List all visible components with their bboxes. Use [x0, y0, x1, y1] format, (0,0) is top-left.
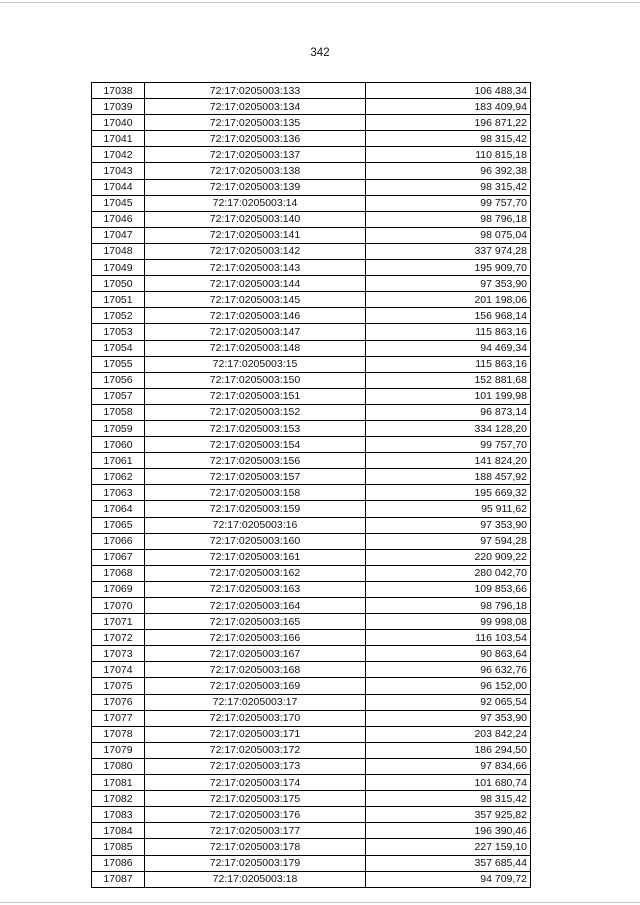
cadastral-value-cell: 94 469,34 — [366, 340, 531, 356]
row-number-cell: 17057 — [92, 388, 145, 404]
cadastral-number-cell: 72:17:0205003:177 — [145, 823, 366, 839]
table-row — [92, 549, 531, 565]
cadastral-number-cell: 72:17:0205003:166 — [145, 630, 366, 646]
cadastral-number-cell: 72:17:0205003:168 — [145, 662, 366, 678]
cadastral-number-cell: 72:17:0205003:141 — [145, 227, 366, 243]
cadastral-number-cell: 72:17:0205003:173 — [145, 758, 366, 774]
cadastral-number-cell: 72:17:0205003:167 — [145, 646, 366, 662]
cadastral-value-cell: 156 968,14 — [366, 308, 531, 324]
cadastral-number-cell: 72:17:0205003:162 — [145, 565, 366, 581]
table-row — [92, 758, 531, 774]
table-row — [92, 565, 531, 581]
table-row — [92, 437, 531, 453]
cadastral-value-cell: 357 925,82 — [366, 807, 531, 823]
row-number-cell: 17041 — [92, 131, 145, 147]
row-number-cell: 17078 — [92, 726, 145, 742]
cadastral-number-cell: 72:17:0205003:156 — [145, 453, 366, 469]
bottom-scan-edge — [0, 902, 640, 903]
row-number-cell: 17076 — [92, 694, 145, 710]
cadastral-value-cell: 96 152,00 — [366, 678, 531, 694]
table-row — [92, 823, 531, 839]
table-row — [92, 791, 531, 807]
row-number-cell: 17056 — [92, 372, 145, 388]
cadastral-number-cell: 72:17:0205003:176 — [145, 807, 366, 823]
table-row — [92, 678, 531, 694]
cadastral-number-cell: 72:17:0205003:145 — [145, 292, 366, 308]
table-body — [92, 83, 531, 888]
cadastral-number-cell: 72:17:0205003:159 — [145, 501, 366, 517]
row-number-cell: 17073 — [92, 646, 145, 662]
cadastral-number-cell: 72:17:0205003:169 — [145, 678, 366, 694]
cadastral-number-cell: 72:17:0205003:179 — [145, 855, 366, 871]
cadastral-number-cell: 72:17:0205003:16 — [145, 517, 366, 533]
cadastral-value-cell: 196 390,46 — [366, 823, 531, 839]
cadastral-value-cell: 98 315,42 — [366, 791, 531, 807]
cadastral-value-cell: 94 709,72 — [366, 871, 531, 887]
table-row — [92, 420, 531, 436]
row-number-cell: 17080 — [92, 758, 145, 774]
cadastral-value-cell: 92 065,54 — [366, 694, 531, 710]
cadastral-value-cell: 96 632,76 — [366, 662, 531, 678]
cadastral-value-cell: 98 796,18 — [366, 211, 531, 227]
table-row — [92, 855, 531, 871]
row-number-cell: 17072 — [92, 630, 145, 646]
row-number-cell: 17042 — [92, 147, 145, 163]
table-row — [92, 388, 531, 404]
cadastral-number-cell: 72:17:0205003:17 — [145, 694, 366, 710]
cadastral-value-cell: 98 315,42 — [366, 179, 531, 195]
cadastral-number-cell: 72:17:0205003:135 — [145, 115, 366, 131]
cadastral-number-cell: 72:17:0205003:143 — [145, 260, 366, 276]
table-row — [92, 211, 531, 227]
table-row — [92, 453, 531, 469]
cadastral-value-cell: 99 998,08 — [366, 614, 531, 630]
row-number-cell: 17065 — [92, 517, 145, 533]
cadastral-value-cell: 152 881,68 — [366, 372, 531, 388]
row-number-cell: 17046 — [92, 211, 145, 227]
cadastral-number-cell: 72:17:0205003:150 — [145, 372, 366, 388]
cadastral-number-cell: 72:17:0205003:15 — [145, 356, 366, 372]
cadastral-value-cell: 90 863,64 — [366, 646, 531, 662]
row-number-cell: 17085 — [92, 839, 145, 855]
cadastral-number-cell: 72:17:0205003:161 — [145, 549, 366, 565]
cadastral-value-cell: 106 488,34 — [366, 83, 531, 99]
row-number-cell: 17053 — [92, 324, 145, 340]
table-row — [92, 485, 531, 501]
row-number-cell: 17047 — [92, 227, 145, 243]
row-number-cell: 17050 — [92, 276, 145, 292]
cadastral-value-cell: 115 863,16 — [366, 356, 531, 372]
row-number-cell: 17084 — [92, 823, 145, 839]
cadastral-number-cell: 72:17:0205003:152 — [145, 404, 366, 420]
cadastral-number-cell: 72:17:0205003:147 — [145, 324, 366, 340]
table-row — [92, 501, 531, 517]
cadastral-value-cell: 220 909,22 — [366, 549, 531, 565]
cadastral-number-cell: 72:17:0205003:144 — [145, 276, 366, 292]
cadastral-value-cell: 203 842,24 — [366, 726, 531, 742]
cadastral-value-cell: 97 353,90 — [366, 276, 531, 292]
cadastral-value-cell: 186 294,50 — [366, 742, 531, 758]
row-number-cell: 17060 — [92, 437, 145, 453]
row-number-cell: 17054 — [92, 340, 145, 356]
table-row — [92, 839, 531, 855]
cadastral-number-cell: 72:17:0205003:171 — [145, 726, 366, 742]
row-number-cell: 17044 — [92, 179, 145, 195]
cadastral-value-table — [91, 82, 531, 888]
row-number-cell: 17048 — [92, 243, 145, 259]
table-row — [92, 469, 531, 485]
cadastral-number-cell: 72:17:0205003:138 — [145, 163, 366, 179]
cadastral-number-cell: 72:17:0205003:134 — [145, 99, 366, 115]
cadastral-value-cell: 195 909,70 — [366, 260, 531, 276]
cadastral-value-cell: 97 353,90 — [366, 710, 531, 726]
cadastral-number-cell: 72:17:0205003:137 — [145, 147, 366, 163]
cadastral-number-cell: 72:17:0205003:164 — [145, 598, 366, 614]
table-row — [92, 517, 531, 533]
cadastral-number-cell: 72:17:0205003:142 — [145, 243, 366, 259]
table-row — [92, 775, 531, 791]
table-row — [92, 807, 531, 823]
row-number-cell: 17064 — [92, 501, 145, 517]
cadastral-number-cell: 72:17:0205003:153 — [145, 420, 366, 436]
table-row — [92, 179, 531, 195]
cadastral-value-cell: 195 669,32 — [366, 485, 531, 501]
row-number-cell: 17045 — [92, 195, 145, 211]
cadastral-value-cell: 99 757,70 — [366, 437, 531, 453]
row-number-cell: 17062 — [92, 469, 145, 485]
cadastral-number-cell: 72:17:0205003:163 — [145, 581, 366, 597]
row-number-cell: 17052 — [92, 308, 145, 324]
table-row — [92, 131, 531, 147]
cadastral-value-cell: 110 815,18 — [366, 147, 531, 163]
table-row — [92, 83, 531, 99]
table-row — [92, 195, 531, 211]
row-number-cell: 17071 — [92, 614, 145, 630]
row-number-cell: 17087 — [92, 871, 145, 887]
table-row — [92, 871, 531, 887]
cadastral-value-cell: 115 863,16 — [366, 324, 531, 340]
table-row — [92, 581, 531, 597]
cadastral-number-cell: 72:17:0205003:146 — [145, 308, 366, 324]
row-number-cell: 17083 — [92, 807, 145, 823]
cadastral-number-cell: 72:17:0205003:140 — [145, 211, 366, 227]
table-row — [92, 243, 531, 259]
table-row — [92, 646, 531, 662]
table-row — [92, 99, 531, 115]
cadastral-value-cell: 280 042,70 — [366, 565, 531, 581]
table-row — [92, 598, 531, 614]
table-row — [92, 630, 531, 646]
page-number: 342 — [310, 47, 330, 59]
table-row — [92, 276, 531, 292]
cadastral-number-cell: 72:17:0205003:170 — [145, 710, 366, 726]
row-number-cell: 17086 — [92, 855, 145, 871]
table-row — [92, 292, 531, 308]
cadastral-value-cell: 98 796,18 — [366, 598, 531, 614]
row-number-cell: 17074 — [92, 662, 145, 678]
table-row — [92, 115, 531, 131]
cadastral-value-cell: 196 871,22 — [366, 115, 531, 131]
table-row — [92, 726, 531, 742]
table-row — [92, 372, 531, 388]
cadastral-value-cell: 96 873,14 — [366, 404, 531, 420]
row-number-cell: 17075 — [92, 678, 145, 694]
table-row — [92, 227, 531, 243]
cadastral-number-cell: 72:17:0205003:174 — [145, 775, 366, 791]
table-row — [92, 147, 531, 163]
cadastral-number-cell: 72:17:0205003:160 — [145, 533, 366, 549]
table-row — [92, 404, 531, 420]
cadastral-number-cell: 72:17:0205003:175 — [145, 791, 366, 807]
cadastral-number-cell: 72:17:0205003:14 — [145, 195, 366, 211]
cadastral-value-cell: 188 457,92 — [366, 469, 531, 485]
row-number-cell: 17039 — [92, 99, 145, 115]
cadastral-value-cell: 337 974,28 — [366, 243, 531, 259]
cadastral-value-cell: 357 685,44 — [366, 855, 531, 871]
table-row — [92, 356, 531, 372]
row-number-cell: 17049 — [92, 260, 145, 276]
cadastral-value-cell: 98 075,04 — [366, 227, 531, 243]
row-number-cell: 17081 — [92, 775, 145, 791]
table-row — [92, 308, 531, 324]
cadastral-number-cell: 72:17:0205003:18 — [145, 871, 366, 887]
row-number-cell: 17082 — [92, 791, 145, 807]
cadastral-value-cell: 101 199,98 — [366, 388, 531, 404]
table-row — [92, 163, 531, 179]
cadastral-number-cell: 72:17:0205003:172 — [145, 742, 366, 758]
row-number-cell: 17063 — [92, 485, 145, 501]
row-number-cell: 17068 — [92, 565, 145, 581]
row-number-cell: 17067 — [92, 549, 145, 565]
row-number-cell: 17051 — [92, 292, 145, 308]
cadastral-value-cell: 97 834,66 — [366, 758, 531, 774]
cadastral-value-cell: 183 409,94 — [366, 99, 531, 115]
row-number-cell: 17059 — [92, 420, 145, 436]
cadastral-number-cell: 72:17:0205003:148 — [145, 340, 366, 356]
table-row — [92, 260, 531, 276]
row-number-cell: 17038 — [92, 83, 145, 99]
cadastral-number-cell: 72:17:0205003:133 — [145, 83, 366, 99]
cadastral-value-cell: 227 159,10 — [366, 839, 531, 855]
cadastral-value-cell: 101 680,74 — [366, 775, 531, 791]
cadastral-number-cell: 72:17:0205003:154 — [145, 437, 366, 453]
row-number-cell: 17055 — [92, 356, 145, 372]
cadastral-number-cell: 72:17:0205003:139 — [145, 179, 366, 195]
table-row — [92, 710, 531, 726]
cadastral-value-cell: 116 103,54 — [366, 630, 531, 646]
cadastral-value-cell: 334 128,20 — [366, 420, 531, 436]
cadastral-number-cell: 72:17:0205003:165 — [145, 614, 366, 630]
cadastral-number-cell: 72:17:0205003:178 — [145, 839, 366, 855]
row-number-cell: 17070 — [92, 598, 145, 614]
cadastral-value-cell: 98 315,42 — [366, 131, 531, 147]
row-number-cell: 17061 — [92, 453, 145, 469]
table-row — [92, 324, 531, 340]
cadastral-value-cell: 95 911,62 — [366, 501, 531, 517]
cadastral-number-cell: 72:17:0205003:157 — [145, 469, 366, 485]
table-row — [92, 614, 531, 630]
row-number-cell: 17043 — [92, 163, 145, 179]
cadastral-number-cell: 72:17:0205003:151 — [145, 388, 366, 404]
top-scan-edge — [0, 2, 640, 3]
table-row — [92, 694, 531, 710]
table-row — [92, 340, 531, 356]
row-number-cell: 17077 — [92, 710, 145, 726]
row-number-cell: 17079 — [92, 742, 145, 758]
cadastral-number-cell: 72:17:0205003:158 — [145, 485, 366, 501]
row-number-cell: 17069 — [92, 581, 145, 597]
cadastral-value-cell: 141 824,20 — [366, 453, 531, 469]
cadastral-number-cell: 72:17:0205003:136 — [145, 131, 366, 147]
row-number-cell: 17066 — [92, 533, 145, 549]
table-row — [92, 742, 531, 758]
cadastral-value-cell: 109 853,66 — [366, 581, 531, 597]
table-row — [92, 662, 531, 678]
cadastral-value-cell: 96 392,38 — [366, 163, 531, 179]
cadastral-value-cell: 97 353,90 — [366, 517, 531, 533]
cadastral-value-cell: 99 757,70 — [366, 195, 531, 211]
row-number-cell: 17058 — [92, 404, 145, 420]
cadastral-value-cell: 201 198,06 — [366, 292, 531, 308]
table-row — [92, 533, 531, 549]
row-number-cell: 17040 — [92, 115, 145, 131]
cadastral-value-cell: 97 594,28 — [366, 533, 531, 549]
